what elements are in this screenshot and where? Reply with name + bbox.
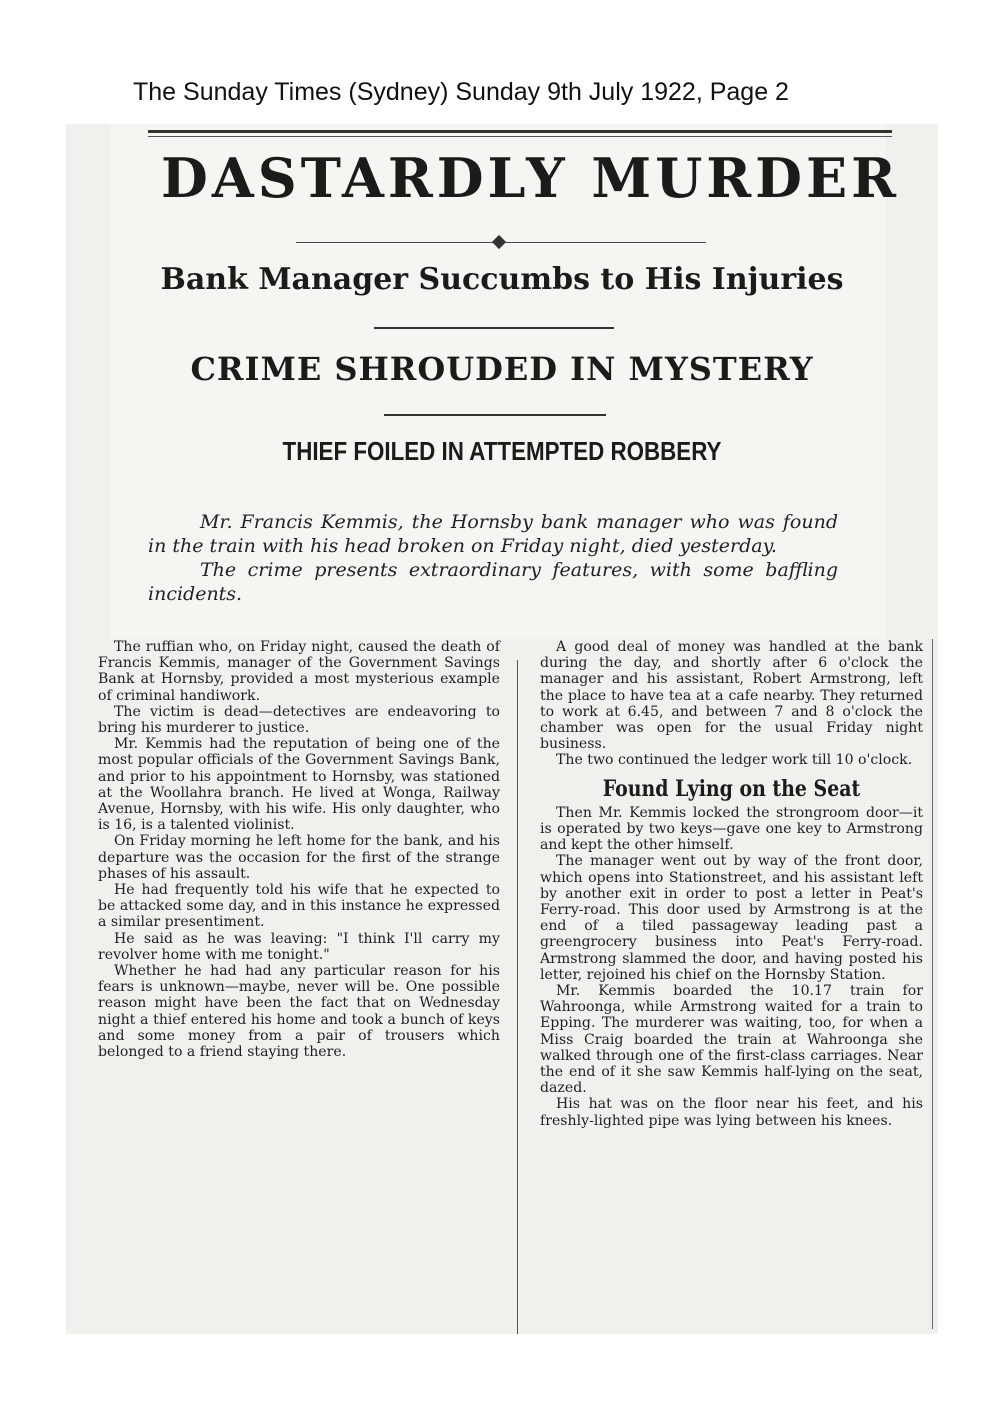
headline: DASTARDLY MURDER: [161, 146, 901, 210]
section-subhead: Found Lying on the Seat: [602, 775, 861, 802]
intro-paragraph: The crime presents extraordinary features, with some baffling incidents.: [148, 559, 838, 605]
body-paragraph: Whether he had had any particular reason for his fears is unknown—maybe, never will be. One possible reason might have been the fact that on Wednesday night a thief entered his home and took a bunch of keys and some money from a pair of trousers which belonged to a friend staying there.: [98, 963, 500, 1061]
body-paragraph: The ruffian who, on Friday night, caused the death of Francis Kemmis, manager of the Government Savings Bank at Hornsby, provided a most mysterious example of criminal handiwork.: [98, 639, 500, 704]
body-paragraph: On Friday morning he left home for the bank, and his departure was the occasion for the first of the strange phases of his assault.: [98, 833, 500, 882]
body-paragraph: He had frequently told his wife that he expected to be attacked some day, and in this instance he expressed a similar presentiment.: [98, 882, 500, 931]
deck-headline-2: THIEF FOILED IN ATTEMPTED ROBBERY: [282, 436, 722, 466]
page-caption: The Sunday Times (Sydney) Sunday 9th July 1922, Page 2: [133, 78, 789, 106]
body-paragraph: The victim is dead—detectives are endeavoring to bring his murderer to justice.: [98, 703, 500, 737]
column-divider: [517, 660, 518, 1334]
top-rule-thick: [148, 130, 892, 133]
body-paragraph: Mr. Kemmis boarded the 10.17 train for Wahroonga, while Armstrong waited for a train to Epping. The murderer was waiting, too, for when a Miss Craig boarded the train at Wahroonga she walked through one of the first-class carriages. Near the end of it she saw Kemmis half-lying on the seat, dazed.: [540, 983, 923, 1097]
top-rule-thin: [148, 136, 892, 137]
divider-rule: [384, 414, 606, 416]
article-column-2: [540, 639, 923, 1129]
newspaper-clipping: [66, 124, 938, 1334]
column-edge-rule: [932, 639, 933, 1329]
body-paragraph: The two continued the ledger work till 10 o'clock.: [556, 752, 913, 769]
body-paragraph: The manager went out by way of the front door, which opens into Stationstreet, and his assistant left by another exit in order to post a letter in Peat's Ferry-road. This door used by Armstrong is at the end of a tiled passageway leading past a greengrocery business into Peat's Ferry-road. Armstrong slammed the door, and having posted his letter, rejoined his chief on the Hornsby Station.: [540, 853, 923, 983]
intro-paragraph: Mr. Francis Kemmis, the Hornsby bank manager who was found in the train with his head broken on Friday night, died yesterday.: [148, 511, 838, 557]
deck-headline-1: CRIME SHROUDED IN MYSTERY: [190, 350, 814, 388]
body-paragraph: He said as he was leaving: "I think I'll carry my revolver home with me tonight.": [98, 930, 500, 963]
intro-paragraphs: [148, 510, 838, 606]
body-paragraph: Mr. Kemmis had the reputation of being one of the most popular officials of the Government Savings Bank, and prior to his appointment to Hornsby, was stationed at the Woollahra branch. He lived at Wonga, Railway Avenue, Hornsby, with his wife. His only daughter, who is 16, is a talented violinist.: [98, 736, 500, 834]
article-column-1: [98, 639, 500, 1060]
body-paragraph: His hat was on the floor near his feet, and his freshly-lighted pipe was lying between his knees.: [540, 1096, 923, 1129]
body-paragraph: A good deal of money was handled at the bank during the day, and shortly after 6 o'clock the manager and his assistant, Robert Armstrong, left the place to have tea at a cafe nearby. They returned to work at 6.45, and between 7 and 8 o'clock the chamber was open for the usual Friday night business.: [540, 639, 923, 753]
divider-rule: [374, 327, 614, 329]
subheadline: Bank Manager Succumbs to His Injuries: [160, 262, 844, 297]
body-paragraph: Then Mr. Kemmis locked the strongroom door—it is operated by two keys—gave one key to Armstrong and kept the other himself.: [540, 804, 923, 854]
